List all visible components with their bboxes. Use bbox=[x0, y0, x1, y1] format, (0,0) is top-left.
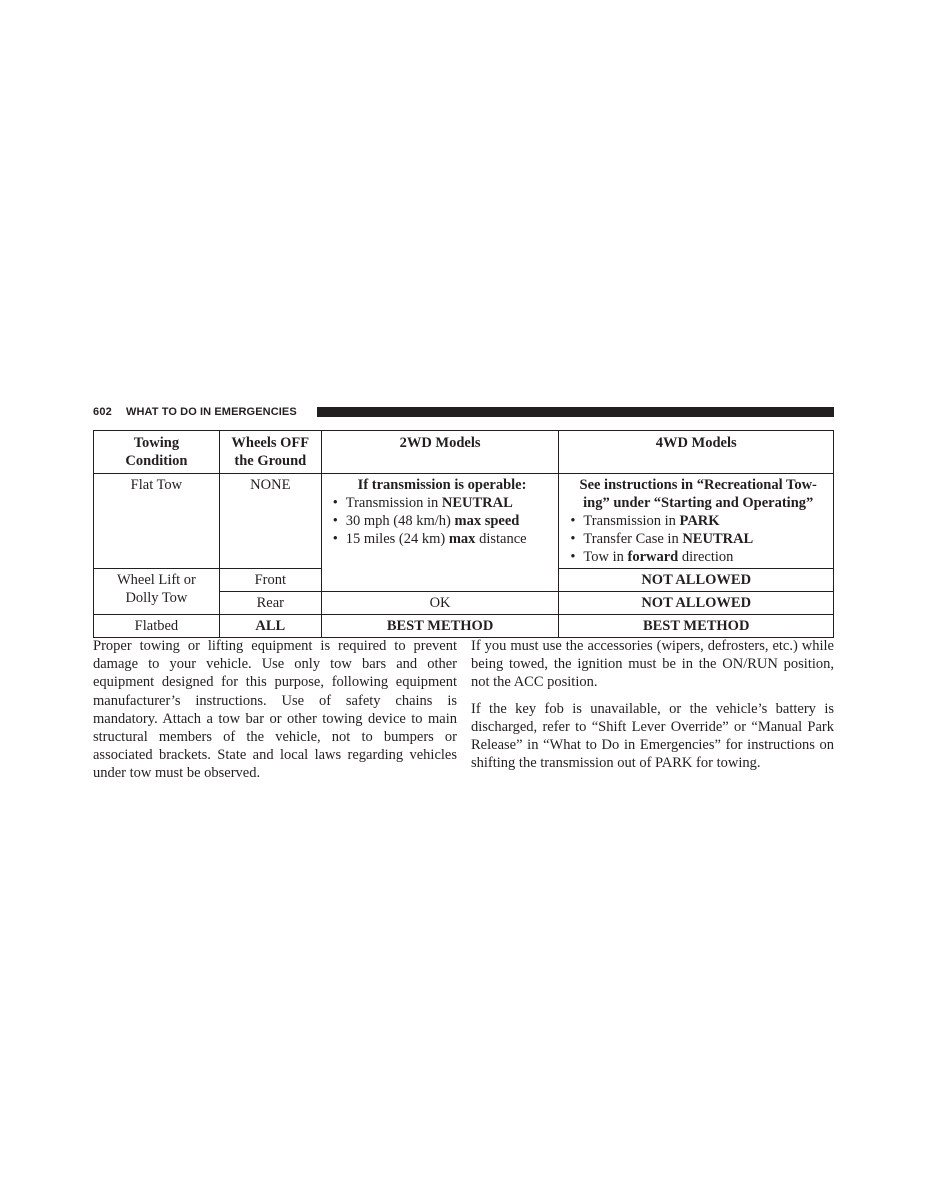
cell-wheel-lift-condition: Wheel Lift or Dolly Tow bbox=[94, 569, 220, 615]
list-item: • 30 mph (48 km/h) max speed bbox=[330, 512, 555, 530]
cell-2wd-rear: OK bbox=[321, 592, 559, 615]
right-column bbox=[471, 637, 834, 780]
cell-2wd-flatbed: BEST METHOD bbox=[321, 615, 559, 638]
4wd-list bbox=[567, 512, 829, 566]
cell-flat-tow-condition: Flat Tow bbox=[94, 474, 220, 569]
cell-4wd-rear: NOT ALLOWED bbox=[559, 592, 834, 615]
cell-flatbed-condition: Flatbed bbox=[94, 615, 220, 638]
cell-4wd-front: NOT ALLOWED bbox=[559, 569, 834, 592]
list-item: • 15 miles (24 km) max distance bbox=[330, 530, 555, 548]
left-column bbox=[93, 637, 457, 791]
header-4wd: 4WD Models bbox=[559, 431, 834, 474]
paragraph-towing-equipment: Proper towing or lifting equipment is required to prevent damage to your vehicle. Use only tow bars and other equipment designed for this purpose, following equipment manufacturer’s instructions. Use of safety chains is mandatory. Attach a tow bar or other towing device to main structural members of the vehicle, not to bumpers or associated brackets. State and local laws regarding vehicles under tow must be observed. bbox=[93, 638, 457, 782]
table-row-flatbed bbox=[94, 615, 834, 638]
cell-flat-tow-wheels: NONE bbox=[219, 474, 321, 569]
list-item: • Transmission in PARK bbox=[567, 512, 829, 530]
header-wheels-off: Wheels OFF the Ground bbox=[219, 431, 321, 474]
table-header-row bbox=[94, 431, 834, 474]
cell-4wd-flatbed: BEST METHOD bbox=[559, 615, 834, 638]
paragraph-key-fob: If the key fob is unavailable, or the vehicle’s battery is discharged, refer to “Shift Lever Override” or “Manual Park Release” in “What to Do in Emergencies” for instructions on shifting the transmission out of PARK for towing. bbox=[471, 700, 834, 772]
list-item: • Transmission in NEUTRAL bbox=[330, 494, 555, 512]
2wd-lead: If transmission is operable: bbox=[357, 477, 527, 493]
list-item: • Transfer Case in NEUTRAL bbox=[567, 530, 829, 548]
section-title: WHAT TO DO IN EMERGENCIES bbox=[126, 406, 297, 418]
paragraph-accessories: If you must use the accessories (wipers, defrosters, etc.) while being towed, the ignition must be in the ON/RUN position, not the ACC position. bbox=[471, 638, 834, 691]
page-header bbox=[93, 404, 834, 422]
cell-wheel-lift-rear: Rear bbox=[219, 592, 321, 615]
cell-wheel-lift-front: Front bbox=[219, 569, 321, 592]
cell-2wd-flat-tow bbox=[321, 474, 559, 592]
cell-4wd-flat-tow bbox=[559, 474, 834, 569]
towing-table bbox=[93, 430, 834, 638]
4wd-lead: See instructions in “Recreational Tow- ing” under “Starting and Operating” bbox=[579, 477, 817, 511]
list-item: • Tow in forward direction bbox=[567, 548, 829, 566]
2wd-list bbox=[330, 494, 555, 548]
header-towing-condition: Towing Condition bbox=[94, 431, 220, 474]
table-row-flat-tow bbox=[94, 474, 834, 569]
header-2wd: 2WD Models bbox=[321, 431, 559, 474]
page-number: 602 bbox=[93, 406, 112, 418]
cell-flatbed-wheels: ALL bbox=[219, 615, 321, 638]
header-rule bbox=[317, 407, 834, 417]
